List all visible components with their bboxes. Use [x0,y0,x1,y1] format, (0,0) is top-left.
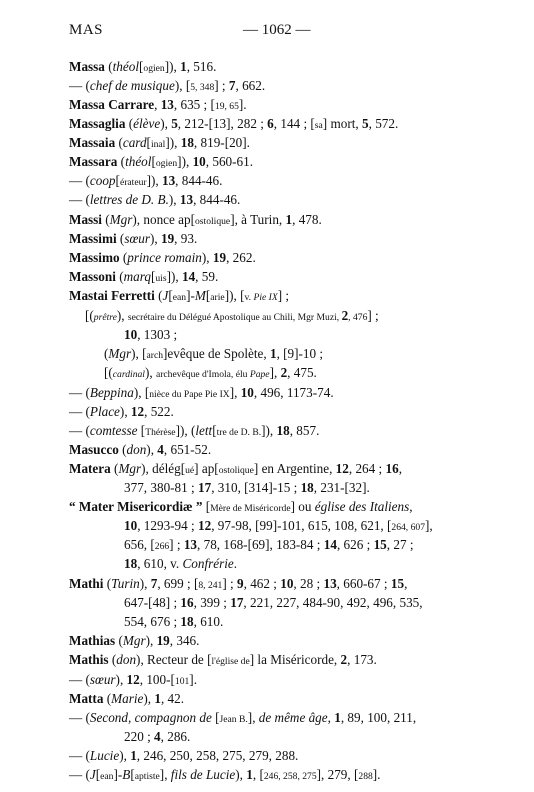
index-entry-line: Massaia (card[inal]), 18, 819-[20]. [69,135,250,150]
index-entry-line: [(cardinal), archevêque d'Imola, élu Pape], 2, 475. [104,365,317,380]
index-entry-line: [(prêtre), secrétaire du Délégué Apostolique au Chili, Mgr Muzi, 2, 476] ; [85,308,379,323]
page-number: — 1062 — [243,22,311,38]
index-entry-line: (Mgr), [arch]evêque de Spolète, 1, [9]-10 ; [104,346,324,361]
index-entry-line: Massaglia (élève), 5, 212-[13], 282 ; 6, 144 ; [sa] mort, 5, 572. [69,116,399,131]
index-entry-line: — (Beppina), [nièce du Pape Pie IX], 10, 496, 1173-74. [69,385,334,400]
index-entry-line: — (chef de musique), [5, 348] ; 7, 662. [69,78,266,93]
index-entry-line: — (sœur), 12, 100-[101]. [69,672,197,687]
index-entry-line: Matta (Marie), 1, 42. [69,691,185,706]
index-entry-line: Massi (Mgr), nonce ap[ostolique], à Turin, 1, 478. [69,212,322,227]
index-entry-line: Massimo (prince romain), 19, 262. [69,250,256,265]
index-entry-line: Massimi (sœur), 19, 93. [69,231,198,246]
index-entry-line: Masucco (don), 4, 651-52. [69,442,212,457]
index-entry-line: — (Place), 12, 522. [69,404,174,419]
index-entry-line: 377, 380-81 ; 17, 310, [314]-15 ; 18, 231-[32]. [124,480,370,495]
index-entry-line: 554, 676 ; 18, 610. [124,614,224,629]
index-entry-line: 656, [266] ; 13, 78, 168-[69], 183-84 ; 14, 626 ; 15, 27 ; [124,537,414,552]
index-entry-line: Massa (théol[ogien]), 1, 516. [69,59,217,74]
index-entry-line: Matera (Mgr), délég[ué] ap[ostolique] en Argentine, 12, 264 ; 16, [69,461,402,476]
index-entry-line: Massoni (marq[uis]), 14, 59. [69,269,219,284]
index-entry-line: 10, 1303 ; [124,327,178,342]
index-entry-line: — (lettres de D. B.), 13, 844-46. [69,192,241,207]
index-entry-line: 220 ; 4, 286. [124,729,191,744]
index-entry-line: — (coop[érateur]), 13, 844-46. [69,173,223,188]
index-entry-line: Massara (théol[ogien]), 10, 560-61. [69,154,254,169]
index-entry-line: — (J[ean]-B[aptiste], fils de Lucie), 1, [246, 258, 275], 279, [288]. [69,767,381,782]
index-entry-line: — (comtesse [Thérèse]), (lett[tre de D. B.]), 18, 857. [69,423,320,438]
index-entry-line: — (Second, compagnon de [Jean B.], de même âge, 1, 89, 100, 211, [69,710,417,725]
index-entry-line: Mathias (Mgr), 19, 346. [69,633,200,648]
index-entry-line: 10, 1293-94 ; 12, 97-98, [99]-101, 615, 108, 621, [264, 607], [124,518,433,533]
index-entry-line: Mathi (Turin), 7, 699 ; [8, 241] ; 9, 462 ; 10, 28 ; 13, 660-67 ; 15, [69,576,408,591]
index-entry-line: — (Lucie), 1, 246, 250, 258, 275, 279, 288. [69,748,299,763]
index-entry-line: 18, 610, v. Confrérie. [124,556,238,571]
index-entry-line: Mathis (don), Recteur de [l'église de] la Miséricorde, 2, 173. [69,652,377,667]
running-head: MAS [69,22,104,38]
index-entry-line: 647-[48] ; 16, 399 ; 17, 221, 227, 484-90, 492, 496, 535, [124,595,423,610]
index-entry-line: Massa Carrare, 13, 635 ; [19, 65]. [69,97,247,112]
index-entry-line: Mastai Ferretti (J[ean]-M[arie]), [v. Pie IX] ; [69,288,290,303]
index-entry-line: “ Mater Misericordiæ ” [Mère de Miséricorde] ou église des Italiens, [69,499,413,514]
